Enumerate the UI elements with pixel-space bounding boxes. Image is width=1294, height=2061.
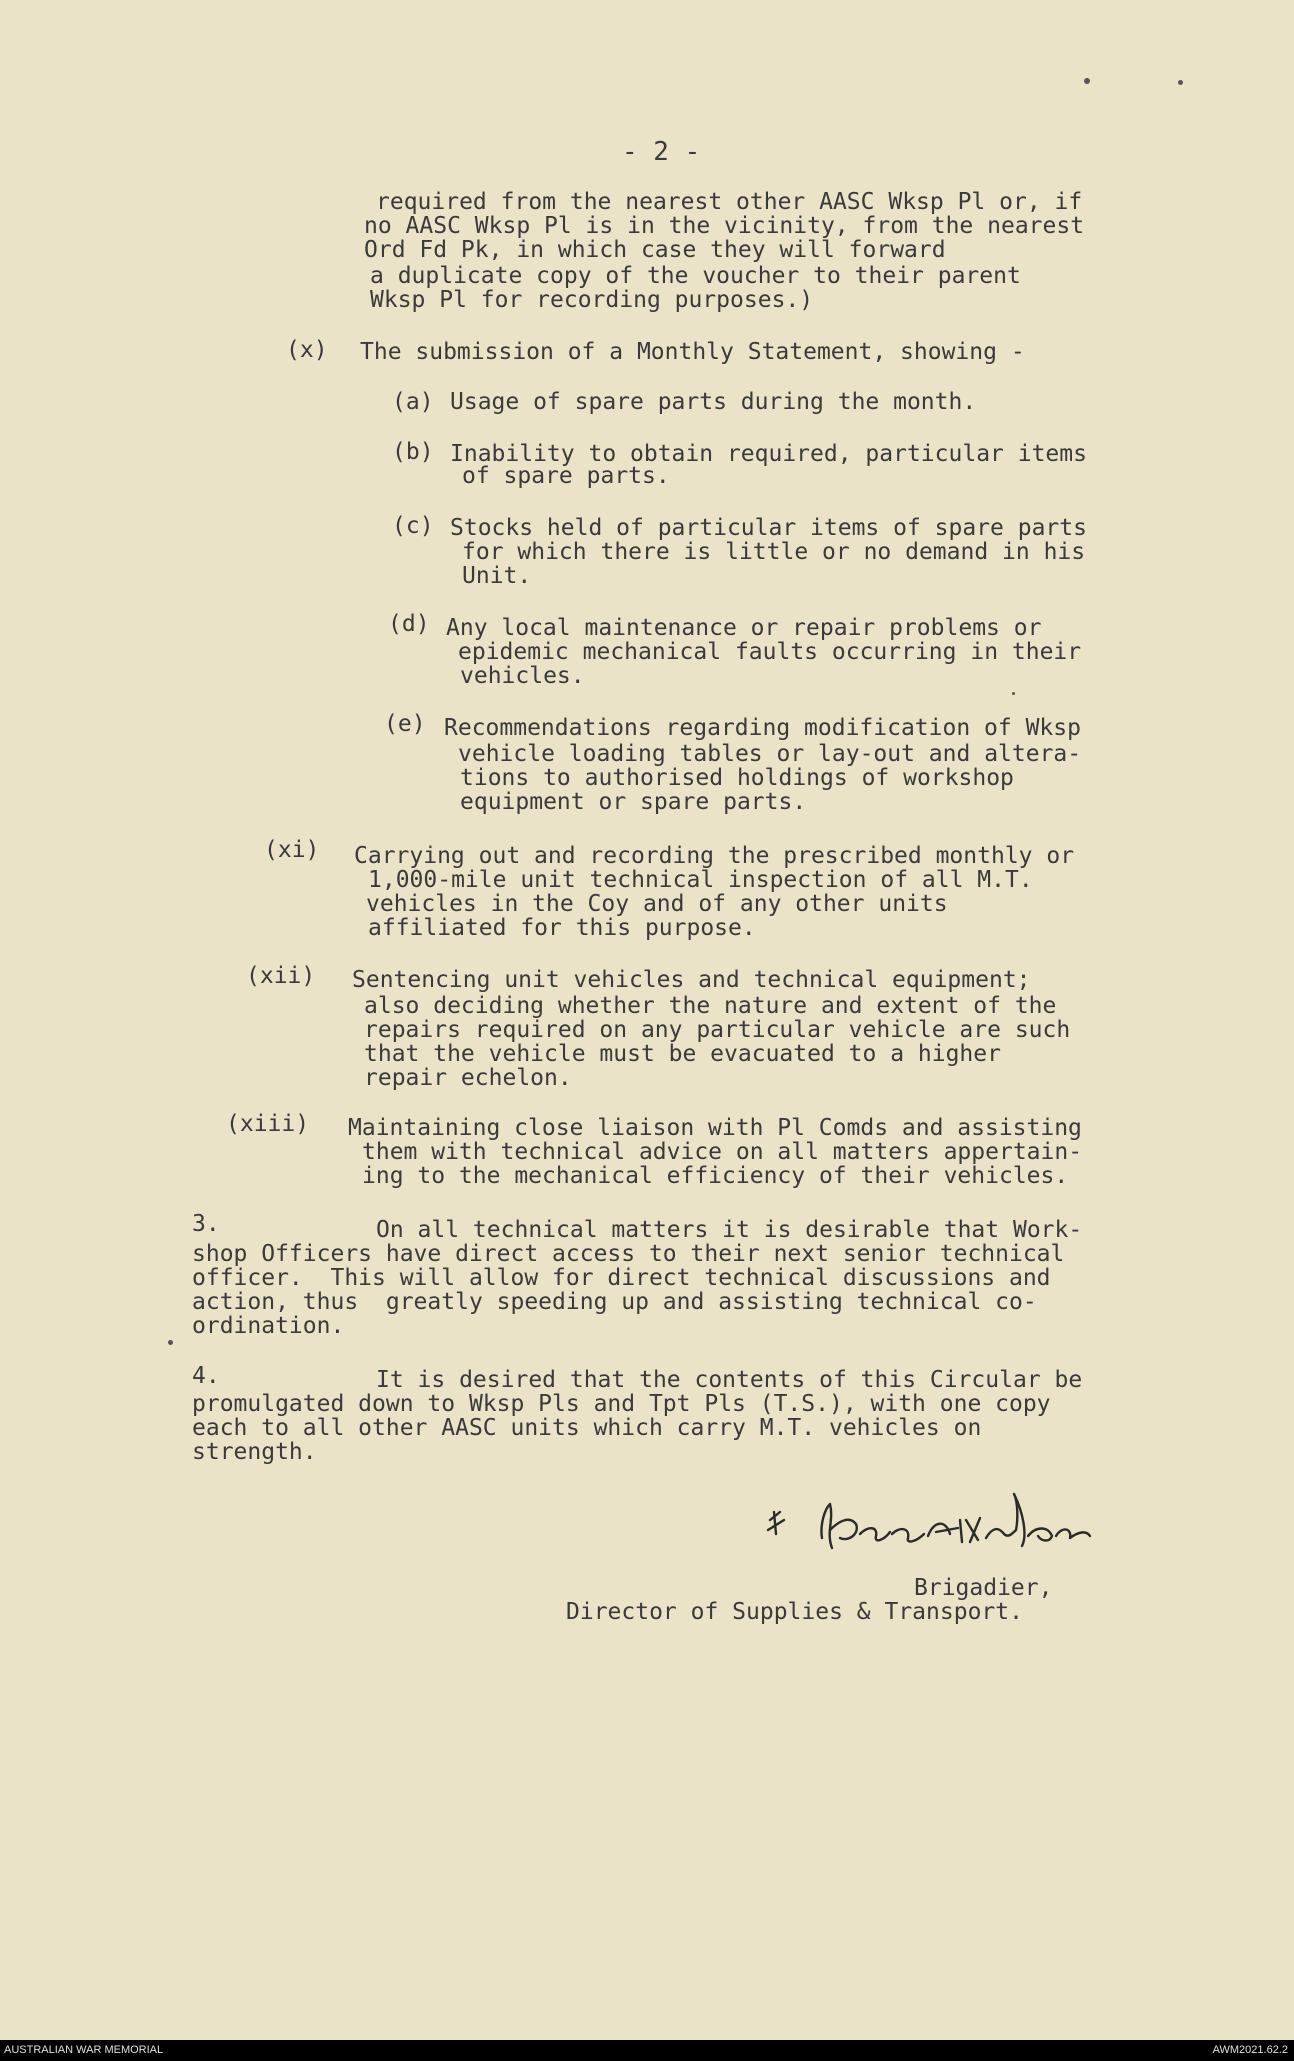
item-xii-number: (xii)	[246, 963, 316, 989]
continuation-line: a duplicate copy of the voucher to their parent	[370, 263, 1021, 289]
item-xi-text: vehicles in the Coy and of any other units	[366, 891, 948, 917]
para-4-text: each to all other AASC units which carry M.T. vehicles on	[192, 1415, 982, 1441]
subitem-b-label: (b)	[392, 439, 434, 465]
subitem-d-text: vehicles.	[460, 663, 585, 689]
paper-speck	[1084, 78, 1090, 84]
subitem-d-text: Any local maintenance or repair problems or	[446, 615, 1042, 641]
item-xi-number: (xi)	[264, 837, 320, 863]
signatory-rank: Brigadier,	[914, 1575, 1053, 1601]
para-3-text: shop Officers have direct access to their next senior technical	[192, 1241, 1065, 1267]
para-4-number: 4.	[192, 1363, 220, 1389]
continuation-line: required from the nearest other AASC Wksp Pl or, if	[376, 189, 1083, 215]
subitem-e-text: tions to authorised holdings of workshop	[460, 765, 1014, 791]
subitem-a-label: (a)	[392, 389, 434, 415]
item-xi-text: 1,000-mile unit technical inspection of all M.T.	[368, 867, 1033, 893]
subitem-e-text: equipment or spare parts.	[460, 789, 807, 815]
subitem-d-label: (d)	[388, 611, 430, 637]
subitem-c-label: (c)	[392, 513, 434, 539]
item-xii-text: Sentencing unit vehicles and technical equipment;	[352, 967, 1031, 993]
item-x-text: The submission of a Monthly Statement, showing -	[360, 339, 1025, 365]
para-3-number: 3.	[192, 1211, 220, 1237]
subitem-d-text: epidemic mechanical faults occurring in their	[458, 639, 1082, 665]
subitem-a-text: Usage of spare parts during the month.	[450, 389, 977, 415]
para-3-text: action, thus greatly speeding up and assisting technical co-	[192, 1289, 1037, 1315]
subitem-c-text: for which there is little or no demand in his	[462, 539, 1086, 565]
para-4-text: promulgated down to Wksp Pls and Tpt Pls (T.S.), with one copy	[192, 1391, 1051, 1417]
item-xiii-text: Maintaining close liaison with Pl Comds and assisting	[348, 1115, 1082, 1141]
continuation-line: Wksp Pl for recording purposes.)	[370, 287, 814, 313]
para-4-text: strength.	[192, 1439, 317, 1465]
para-3-text: officer. This will allow for direct technical discussions and	[192, 1265, 1051, 1291]
subitem-c-text: Stocks held of particular items of spare parts	[450, 515, 1087, 541]
item-xii-text: that the vehicle must be evacuated to a higher	[364, 1041, 1001, 1067]
page-number: - 2 -	[622, 137, 701, 167]
item-xii-text: repair echelon.	[364, 1065, 572, 1091]
subitem-b-text: Inability to obtain required, particular items	[450, 441, 1087, 467]
para-3-text: On all technical matters it is desirable that Work-	[376, 1217, 1083, 1243]
archive-footer	[0, 2040, 1294, 2061]
item-xii-text: repairs required on any particular vehicle are such	[364, 1017, 1071, 1043]
item-xii-text: also deciding whether the nature and extent of the	[364, 993, 1057, 1019]
item-xi-text: Carrying out and recording the prescribed monthly or	[354, 843, 1075, 869]
continuation-line: Ord Fd Pk, in which case they will forward	[364, 237, 946, 263]
signatory-title: Director of Supplies & Transport.	[566, 1599, 1023, 1625]
para-4-text: It is desired that the contents of this Circular be	[376, 1367, 1083, 1393]
footer-left-text: AUSTRALIAN WAR MEMORIAL	[4, 2044, 164, 2056]
subitem-c-text: Unit.	[462, 563, 532, 589]
footer-right-text: AWM2021.62.2	[1212, 2044, 1288, 2056]
continuation-line: no AASC Wksp Pl is in the vicinity, from the nearest	[364, 213, 1085, 239]
handwritten-signature	[760, 1490, 1120, 1570]
item-x-number: (x)	[286, 337, 328, 363]
paper-speck	[1178, 80, 1183, 85]
subitem-e-text: Recommendations regarding modification of Wksp	[444, 715, 1081, 741]
paper-speck	[168, 1340, 173, 1345]
subitem-b-text: of spare parts.	[462, 463, 670, 489]
para-3-text: ordination.	[192, 1313, 345, 1339]
item-xiii-text: them with technical advice on all matters appertain-	[362, 1139, 1083, 1165]
item-xiii-text: ing to the mechanical efficiency of their vehicles.	[362, 1163, 1069, 1189]
paper-speck	[1012, 692, 1015, 695]
item-xiii-number: (xiii)	[226, 1111, 310, 1137]
subitem-e-text: vehicle loading tables or lay-out and altera-	[458, 741, 1082, 767]
item-xi-text: affiliated for this purpose.	[368, 915, 756, 941]
subitem-e-label: (e)	[384, 711, 426, 737]
